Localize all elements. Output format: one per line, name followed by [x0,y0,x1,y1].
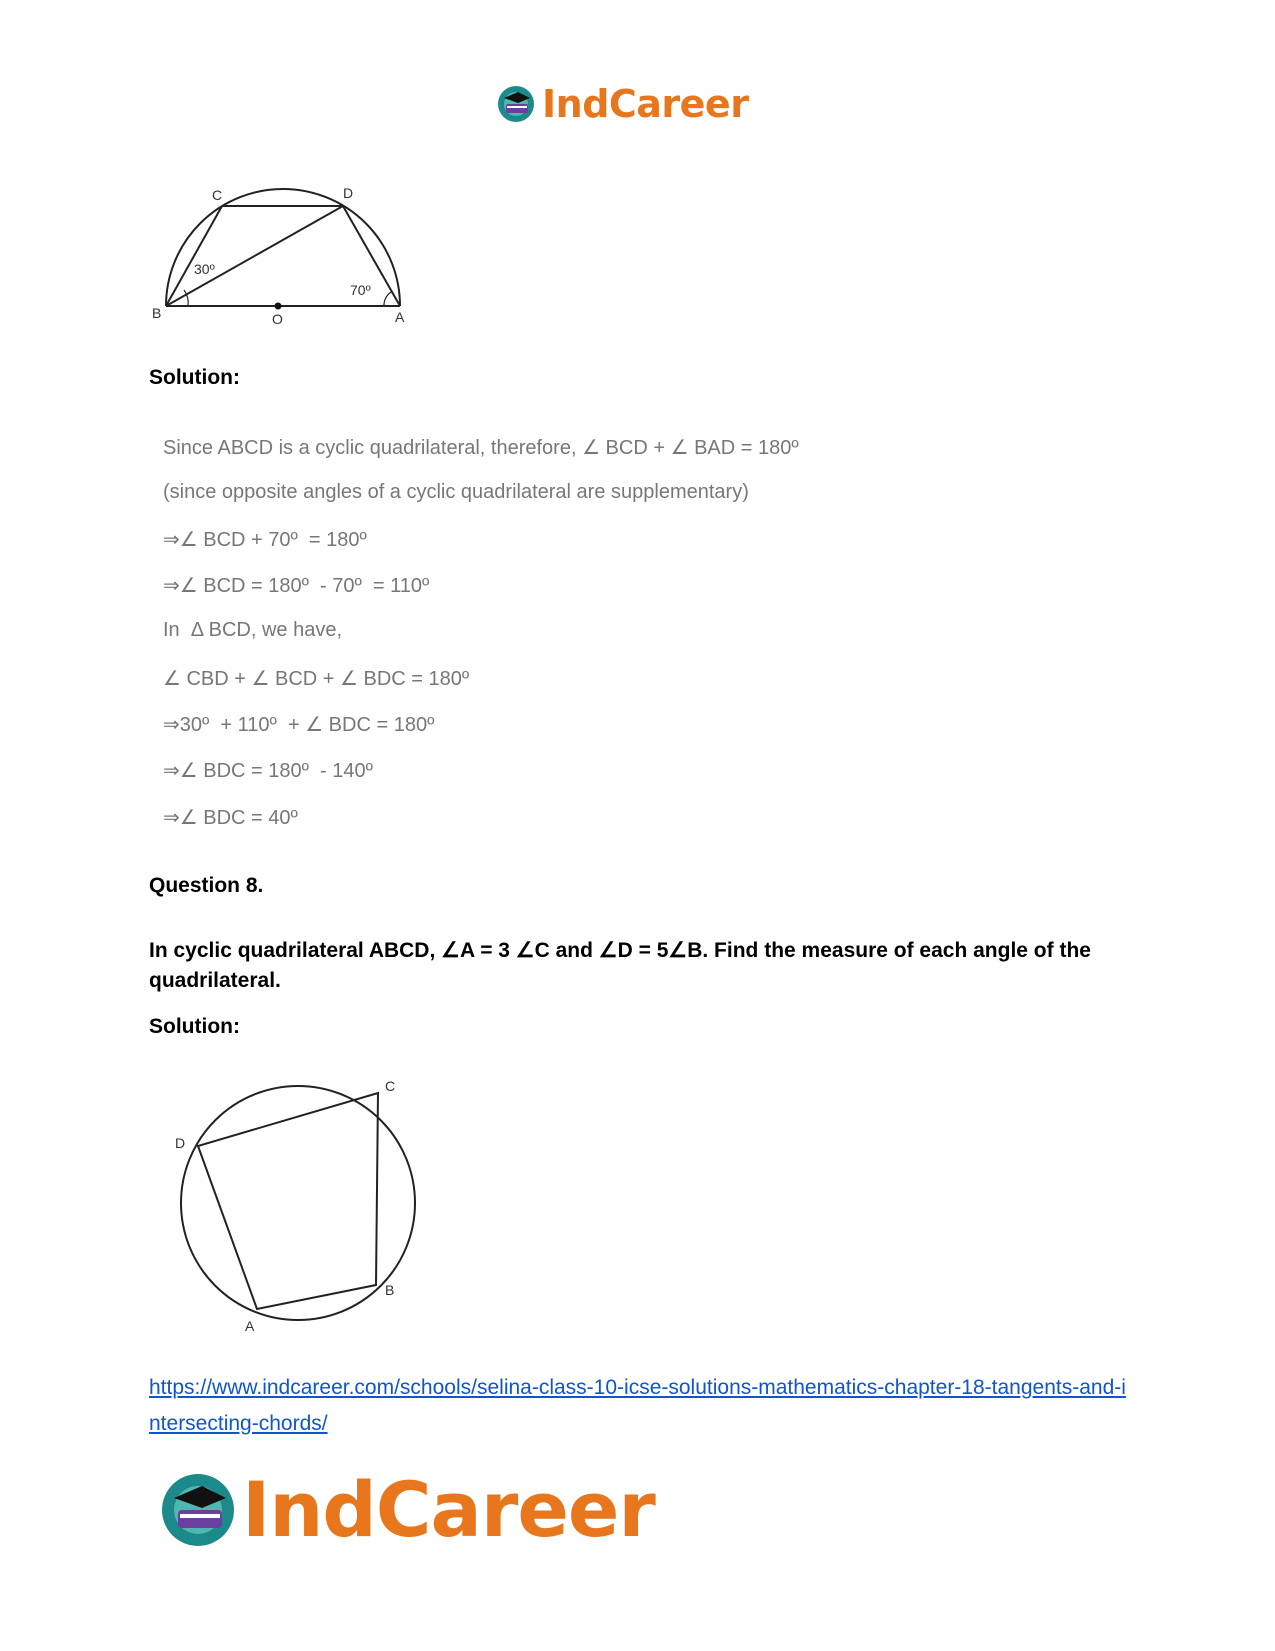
solution-line: ⇒∠ BDC = 40º [163,807,298,829]
figure-semicircle-quadrilateral [150,180,420,332]
solution-line: In Δ BCD, we have, [163,619,342,641]
label-a: A [395,309,405,325]
logo-text: IndCareer [242,1465,655,1554]
solution-line: ⇒∠ BDC = 180º - 140º [163,760,373,782]
graduation-book-icon [158,1470,238,1550]
solution-heading: Solution: [149,366,240,389]
solution-line: (since opposite angles of a cyclic quadrilateral are supplementary) [163,481,749,503]
angle-b-label: 30º [194,261,215,277]
label-o: O [272,311,283,327]
label-d: D [175,1135,186,1151]
solution-line: ⇒30º + 110º + ∠ BDC = 180º [163,714,435,736]
question-text: In cyclic quadrilateral ABCD, ∠A = 3 ∠C and ∠D = 5∠B. Find the measure of each angle of the quadrilateral. [149,939,1091,992]
angle-a-label: 70º [350,282,371,298]
solution-heading: Solution: [149,1015,240,1038]
logo-text: IndCareer [542,82,749,126]
graduation-book-icon [496,84,536,124]
figure-cyclic-quadrilateral [165,1075,435,1335]
solution-line: ⇒∠ BCD = 180º - 70º = 110º [163,575,430,597]
label-a: A [245,1318,255,1334]
source-link[interactable]: https://www.indcareer.com/schools/selina-class-10-icse-solutions-mathematics-chapter-18-tangents-and-intersecting-chords/ [149,1376,1126,1435]
footer-logo [158,1464,718,1556]
label-c: C [385,1078,396,1094]
label-b: B [385,1282,395,1298]
label-d: D [343,185,354,201]
solution-line: ∠ CBD + ∠ BCD + ∠ BDC = 180º [163,668,470,690]
solution-line: Since ABCD is a cyclic quadrilateral, therefore, ∠ BCD + ∠ BAD = 180º [163,437,799,459]
solution-line: ⇒∠ BCD + 70º = 180º [163,529,367,551]
label-c: C [212,187,223,203]
label-b: B [152,305,162,321]
question-heading: Question 8. [149,874,264,897]
header-logo [496,78,776,130]
